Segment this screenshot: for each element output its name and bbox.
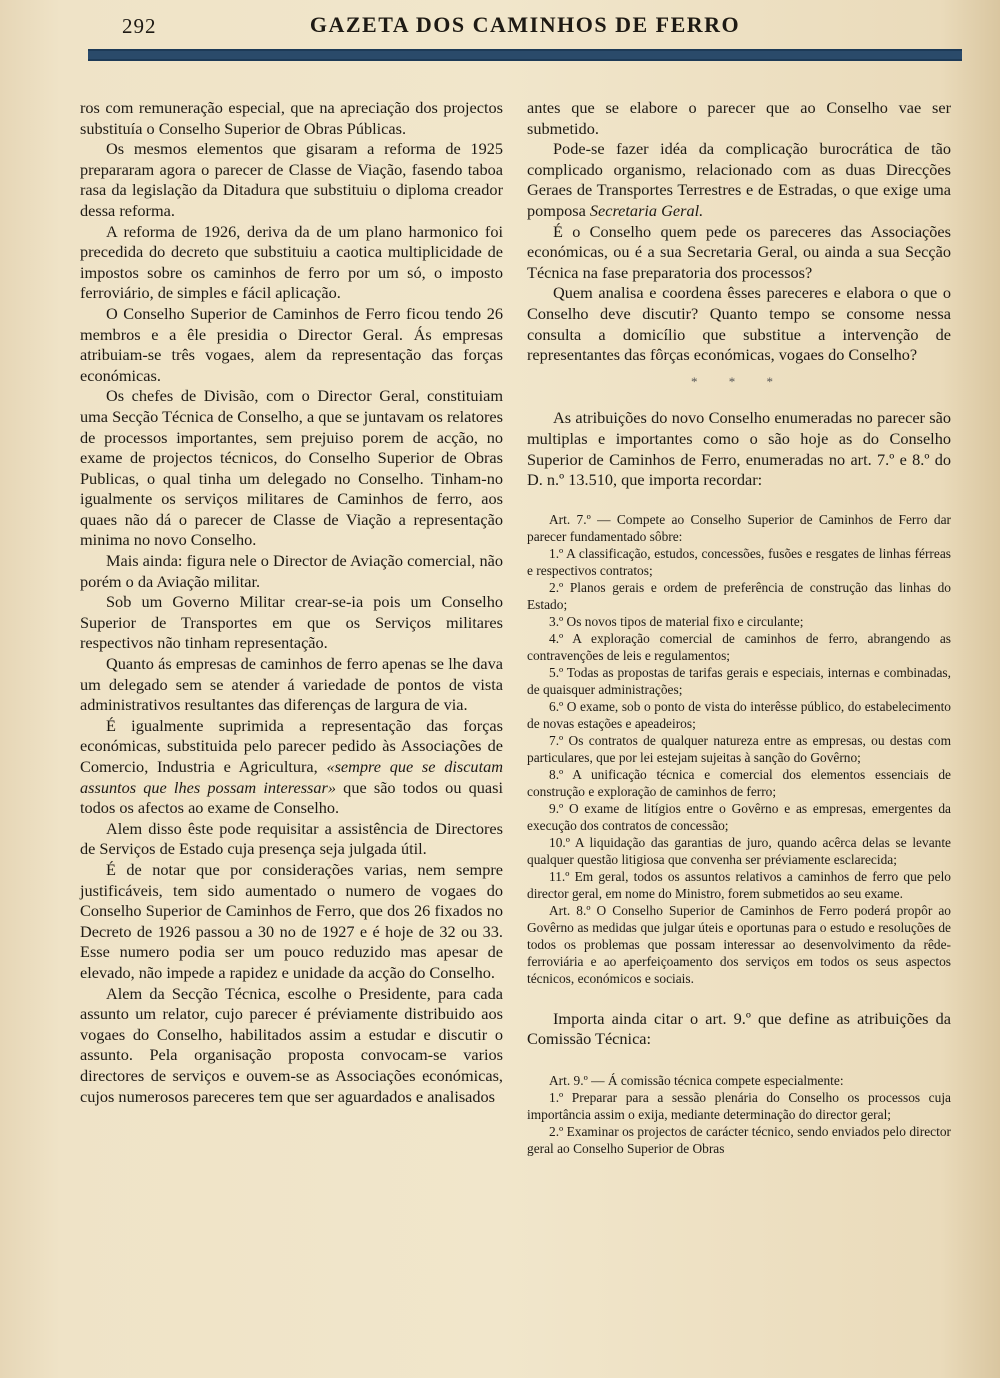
article-item: 6.º O exame, sob o ponto de vista do interêsse público, do estabelecimento de novas estações e apeadeiros;	[527, 698, 951, 731]
paragraph: As atribuições do novo Conselho enumeradas no parecer são multiplas e importantes como o são hoje as do Conselho Superior de Caminhos de Ferro, enumeradas no art. 7.º e 8.º do D. n.º 13.510, que importa recordar:	[527, 408, 951, 490]
paragraph: O Conselho Superior de Caminhos de Ferro ficou tendo 26 membros e a êle presidia o Director Geral. Ás empresas atribuiam-se três vogaes, alem da representação das forças económicas.	[80, 303, 503, 385]
paragraph: Os chefes de Divisão, com o Director Geral, constituiam uma Secção Técnica de Conselho, a que se juntavam os relatores de processos importantes, sem prejuiso porem de acção, no exame de projectos técnicos, do Conselho Superior de Obras Publicas, o qual tinha um delegado no Conselho. Tinham-no igualmente os serviços militares de Caminhos de ferro, aos quaes não dá o parecer de Classe de Viação a representação minima no novo Conselho.	[80, 386, 503, 550]
quoted-text: «sempre que se discutam assuntos que lhes possam interessar»	[80, 757, 503, 797]
paragraph: Quanto ás empresas de caminhos de ferro apenas se lhe dava um delegado sem se atender á variedade de pontos de vista administrativos resultantes das diferenças de largura de via.	[80, 654, 503, 715]
law-excerpt-art9	[527, 1072, 951, 1157]
article-item: 8.º A unificação técnica e comercial dos elementos essenciais de construção e exploração de caminhos de ferro;	[527, 766, 951, 799]
paragraph: ros com remuneração especial, que na apreciação dos projectos substituía o Conselho Superior de Obras Públicas.	[80, 98, 503, 138]
article-item: 10.º A liquidação das garantias de juro, quando acêrca delas se levante qualquer questão litigiosa que convenha ser préviamente esclarecida;	[527, 834, 951, 867]
spacer	[527, 987, 951, 1009]
paragraph	[527, 139, 951, 221]
article-item: 4.º A exploração comercial de caminhos de ferro, abrangendo as contravenções de leis e regulamentos;	[527, 630, 951, 663]
spacer	[527, 491, 951, 511]
emphasis-text: Secretaria Geral.	[589, 200, 704, 220]
article-intro: Art. 9.º — Á comissão técnica compete especialmente:	[549, 1072, 844, 1088]
article-item: 5.º Todas as propostas de tarifas gerais e especiais, internas e combinadas, de quaisquer administrações;	[527, 664, 951, 697]
header-rule	[88, 49, 962, 61]
paragraph: Mais ainda: figura nele o Director de Aviação comercial, não porém o da Aviação militar.	[80, 551, 503, 591]
article-item: 7.º Os contratos de qualquer natureza entre as empresas, ou destas com particulares, que por lei estejam sujeitas à sanção do Govêrno;	[527, 732, 951, 765]
article-item: 9.º O exame de litígios entre o Govêrno e as empresas, emergentes da execução dos contratos de concessão;	[527, 800, 951, 833]
paragraph	[80, 716, 503, 819]
paragraph: Importa ainda citar o art. 9.º que define as atribuições da Comissão Técnica:	[527, 1008, 951, 1049]
paragraph: antes que se elabore o parecer que ao Conselho vae ser submetido.	[527, 98, 951, 138]
paragraph: A reforma de 1926, deriva da de um plano harmonico foi precedida do decreto que substituiu a caotica multiplicidade de impostos sobre os caminhos de ferro por um só, o imposto ferroviário, de simples e fácil aplicação.	[80, 221, 503, 303]
article-item: 3.º Os novos tipos de material fixo e circulante;	[549, 613, 804, 629]
article-item: 1.º A classificação, estudos, concessões, fusões e resgates de linhas férreas e respectivos contratos;	[527, 545, 951, 578]
text-run: É igualmente suprimida a representação das forças económicas, substituida pelo parecer pedido às Associações de Comercio, Industria e Agricultura,	[80, 715, 503, 776]
page-title: GAZETA DOS CAMINHOS DE FERRO	[309, 12, 741, 37]
article-8: Art. 8.º O Conselho Superior de Caminhos de Ferro poderá propôr ao Govêrno as medidas que julgar úteis e oportunas para o estudo e resoluções de todos os problemas que possam interessar ao desenvolvimento da rêde-ferroviária e ao aperfeiçoamento dos serviços em todos os seus aspectos técnicos, económicos e sociais.	[527, 902, 951, 986]
paragraph: Alem disso êste pode requisitar a assistência de Directores de Serviços de Estado cuja presença seja julgada útil.	[80, 818, 503, 859]
article-item: 2.º Examinar os projectos de carácter técnico, sendo enviados pelo director geral ao Conselho Superior de Obras	[527, 1123, 951, 1156]
paragraph: É de notar que por considerações varias, nem sempre justificáveis, tem sido aumentado o numero de vogaes do Conselho Superior de Caminhos de Ferro, que dos 26 fixados no Decreto de 1926 passou a 30 no de 1927 e é hoje de 32 ou 33. Esse numero podia ser um pouco reduzido mas apesar de elevado, não impede a rapidez e unidade da acção do Conselho.	[80, 859, 503, 982]
text-run: que são todos ou quasi todos os afectos ao exame de Conselho.	[80, 777, 503, 818]
paragraph: Alem da Secção Técnica, escolhe o Presidente, para cada assunto um relator, cujo parecer é préviamente distribuido aos vogaes do Conselho, habilitados assim a estudar e discutir o assunto. Pela organisação proposta convocam-se varios directores de serviços e ouvem-se as Associações económicas, cujos numerosos pareceres tem que ser aguardados e analisados	[80, 983, 503, 1106]
page-number: 292	[122, 14, 157, 38]
left-column	[80, 98, 503, 1107]
article-intro: Art. 7.º — Compete ao Conselho Superior de Caminhos de Ferro dar parecer fundamentado sôbre:	[527, 511, 951, 544]
article-item: 11.º Em geral, todos os assuntos relativos a caminhos de ferro que pelo director geral, em nome do Ministro, forem submetidos ao seu exame.	[527, 868, 951, 901]
paragraph: Sob um Governo Militar crear-se-ia pois um Conselho Superior de Transportes em que os Serviços militares respectivos não tinham representação.	[80, 592, 503, 653]
text-run: Pode-se fazer idéa da complicação burocrática de tão complicado organismo, relacionado com as duas Direcções Geraes de Transportes Terrestres e de Estradas, o que exige uma pomposa	[527, 139, 951, 220]
article-item: 1.º Preparar para a sessão plenária do Conselho os processos cuja importância assim o exija, mediante determinação do director geral;	[527, 1089, 951, 1122]
right-column	[527, 98, 951, 1157]
section-separator: * * *	[691, 373, 787, 389]
spacer	[527, 1050, 951, 1072]
law-excerpt-art7	[527, 511, 951, 987]
paragraph: Os mesmos elementos que gisaram a reforma de 1925 prepararam agora o parecer de Classe de Viação, fasendo taboa rasa da legislação da Ditadura que substituiu o diploma creador dessa reforma.	[80, 139, 503, 220]
paragraph: Quem analisa e coordena êsses pareceres e elabora o que o Conselho deve discutir? Quanto tempo se consome nessa consulta a domicílio que substitue a intervenção de representantes das fôrças económicas, vogaes do Conselho?	[527, 283, 951, 365]
paragraph: É o Conselho quem pede os pareceres das Associações económicas, ou é a sua Secretaria Geral, ou ainda a sua Secção Técnica na fase preparatoria dos processos?	[527, 221, 951, 282]
article-item: 2.º Planos gerais e ordem de preferência de construção das linhas do Estado;	[527, 579, 951, 612]
